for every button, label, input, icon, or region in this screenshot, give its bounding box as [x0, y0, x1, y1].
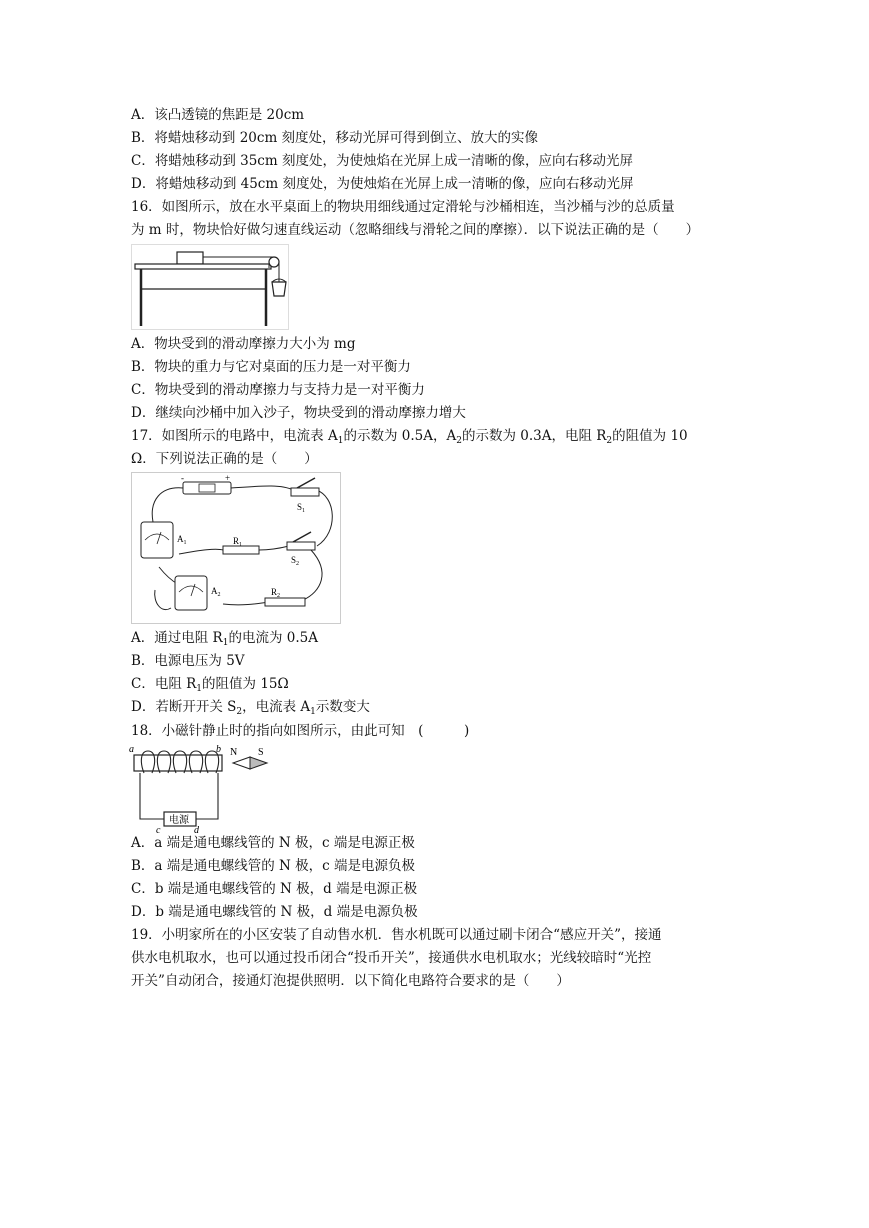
option-text: ，电流表 A — [242, 699, 311, 715]
q17-stem-text: 的阻值为 10 — [612, 428, 688, 444]
q19-stem-line-2: 供水电机取水，也可以通过投币闭合“投币开关”，接通供水电机取水；光线较暗时“光控 — [131, 950, 652, 966]
option-text: 的电流为 0.5A — [228, 630, 318, 646]
switch-s2-lever — [293, 532, 311, 542]
ammeter-a2-label: $A_2$ — [211, 586, 221, 598]
q18-option-b: B．a 端是通电螺线管的 N 极，c 端是电源负极 — [131, 858, 416, 874]
switch-s2-base — [287, 542, 315, 550]
needle-s-label: S — [258, 747, 264, 758]
subscript: 1 — [222, 638, 229, 648]
q15-option-a: A．该凸透镜的焦距是 20cm — [131, 107, 305, 123]
ammeter-a2 — [175, 576, 207, 610]
q17-stem-text: 17．如图所示的电路中，电流表 A — [131, 428, 338, 444]
wire — [179, 549, 223, 554]
wire — [155, 590, 171, 610]
q19-stem-line-1: 19．小明家所在的小区安装了自动售水机．售水机既可以通过刷卡闭合“感应开关”，接通 — [131, 927, 662, 943]
subscript: 2 — [606, 436, 613, 446]
subscript: 1 — [310, 707, 316, 717]
q18-option-c: C．b 端是通电螺线管的 N 极，d 端是电源正极 — [131, 881, 418, 897]
subscript: 1 — [196, 684, 203, 694]
q16-option-a: A．物块受到的滑动摩擦力大小为 mg — [131, 336, 356, 352]
q16-option-c: C．物块受到的滑动摩擦力与支持力是一对平衡力 — [131, 382, 425, 398]
battery-plus-label: + — [225, 473, 231, 483]
lead-left — [140, 773, 164, 819]
q16-option-b: B．物块的重力与它对桌面的压力是一对平衡力 — [131, 359, 411, 375]
q18-option-d: D．b 端是通电螺线管的 N 极，d 端是电源负极 — [131, 904, 418, 920]
q18-stem: 18．小磁针静止时的指向如图所示，由此可知 ( ) — [131, 723, 470, 739]
ammeter-a1-label: $A_1$ — [177, 534, 187, 546]
needle-n-label: N — [230, 747, 238, 758]
subscript: 1 — [337, 436, 344, 446]
compass-needle-n — [233, 757, 250, 769]
resistor-r1-label: $R_1$ — [233, 536, 243, 548]
wire — [259, 546, 289, 550]
q17-option-d — [131, 696, 370, 723]
q16-option-d: D．继续向沙桶中加入沙子，物块受到的滑动摩擦力增大 — [131, 405, 466, 421]
q17-stem-line-2: Ω．下列说法正确的是（ ） — [131, 451, 318, 467]
q19-stem-line-3: 开关”自动闭合，接通灯泡提供照明．以下简化电路符合要求的是（ ） — [131, 973, 570, 989]
solenoid-core — [134, 755, 222, 771]
wire — [303, 550, 322, 600]
switch-s1-lever — [297, 478, 315, 488]
pulley — [269, 257, 279, 267]
q17-stem-text: 的示数为 0.5A，A — [343, 428, 457, 444]
wire — [223, 602, 269, 605]
solenoid-figure — [126, 743, 271, 833]
q15-option-d: D．将蜡烛移动到 45cm 刻度处，为使烛焰在光屏上成一清晰的像，应向右移动光屏 — [131, 176, 634, 192]
circuit-figure — [131, 472, 341, 624]
wire — [152, 488, 183, 522]
resistor-r2-label: $R_2$ — [271, 587, 281, 599]
option-text: 示数变大 — [315, 699, 370, 715]
switch-s2-label: $S_2$ — [291, 555, 300, 567]
option-text: 的阻值为 15Ω — [202, 676, 289, 692]
q18-option-a: A．a 端是通电螺线管的 N 极，c 端是电源正极 — [131, 835, 415, 851]
table-top — [135, 264, 271, 269]
resistor-r2 — [265, 598, 305, 606]
compass-needle-s — [250, 757, 267, 769]
option-text: A．通过电阻 R — [131, 630, 223, 646]
sand-bucket — [272, 282, 286, 296]
option-text: C．电阻 R — [131, 676, 197, 692]
label-c: c — [156, 825, 161, 833]
power-source-label: 电源 — [169, 815, 189, 826]
wire — [231, 486, 293, 490]
switch-s1-label: $S_1$ — [297, 502, 306, 514]
q15-option-c: C．将蜡烛移动到 35cm 刻度处，为使烛焰在光屏上成一清晰的像，应向右移动光屏 — [131, 153, 633, 169]
option-text: D．若断开开关 S — [131, 699, 237, 715]
label-d: d — [194, 825, 199, 833]
q15-option-b: B．将蜡烛移动到 20cm 刻度处，移动光屏可得到倒立、放大的实像 — [131, 130, 539, 146]
q16-stem-line-2: 为 m 时，物块恰好做匀速直线运动（忽略细线与滑轮之间的摩擦）．以下说法正确的是（ ） — [131, 222, 700, 238]
label-a: a — [129, 744, 134, 755]
subscript: 2 — [236, 707, 243, 717]
label-b: b — [216, 744, 221, 755]
battery-cell — [199, 484, 215, 492]
block — [177, 252, 203, 264]
lead-right — [196, 773, 218, 819]
q17-option-b: B．电源电压为 5V — [131, 653, 245, 669]
subscript: 2 — [456, 436, 462, 446]
table-pulley-figure — [131, 244, 289, 330]
battery-minus-label: - — [181, 473, 184, 483]
q16-stem-line-1: 16．如图所示，放在水平桌面上的物块用细线通过定滑轮与沙桶相连，当沙桶与沙的总质量 — [131, 199, 675, 215]
wire — [316, 490, 332, 546]
ammeter-a1 — [141, 522, 173, 558]
switch-s1-base — [291, 488, 319, 496]
q17-stem-text: 的示数为 0.3A，电阻 R — [461, 428, 607, 444]
